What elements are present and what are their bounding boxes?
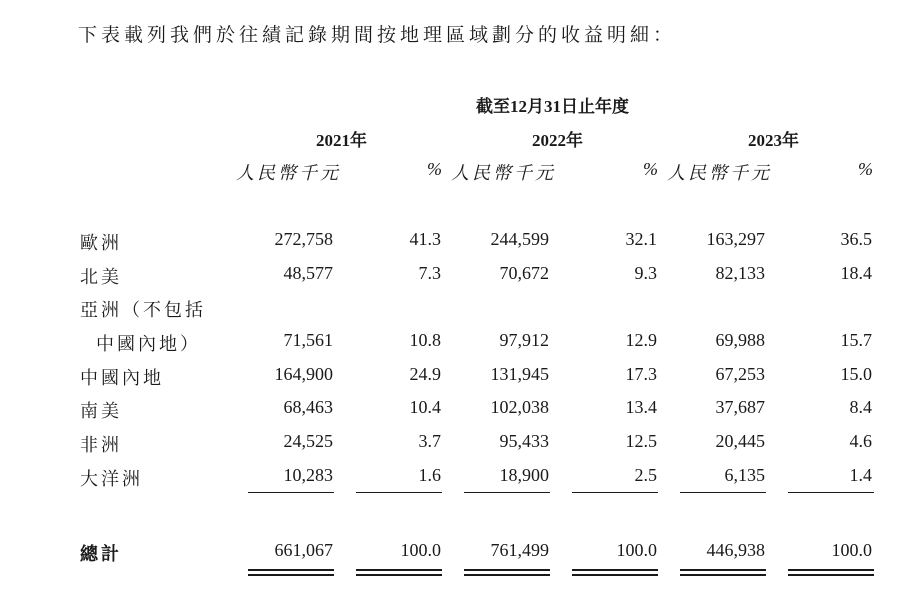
cell-north-america-2021-pct: 7.3 [418, 263, 441, 283]
pct-header-2021: % [427, 159, 442, 179]
row-label-total: 總計 [80, 544, 122, 564]
cell-africa-2022-amount: 95,433 [499, 431, 549, 451]
cell-oceania-2021-pct: 1.6 [418, 465, 441, 485]
row-label-asia-line2: 中國內地） [96, 334, 201, 354]
cell-europe-2022-pct: 32.1 [625, 229, 657, 249]
unit-header-2021: 人民幣千元 [236, 163, 341, 183]
row-label-africa: 非洲 [80, 435, 122, 455]
total-double-rule [680, 569, 766, 576]
cell-mainland-china-2023-amount: 67,253 [715, 364, 765, 384]
intro-text: 下表載列我們於往績記錄期間按地理區域劃分的收益明細： [78, 25, 677, 46]
cell-mainland-china-2021-amount: 164,900 [274, 364, 333, 384]
cell-north-america-2022-pct: 9.3 [634, 263, 657, 283]
period-header: 截至12月31日止年度 [476, 97, 629, 116]
cell-oceania-2023-pct: 1.4 [849, 465, 872, 485]
pct-header-2022: % [643, 159, 658, 179]
cell-total-2021-pct: 100.0 [400, 540, 441, 560]
cell-africa-2023-amount: 20,445 [715, 431, 765, 451]
cell-north-america-2022-amount: 70,672 [499, 263, 549, 283]
cell-south-america-2023-amount: 37,687 [715, 397, 765, 417]
cell-south-america-2022-amount: 102,038 [490, 397, 549, 417]
year-header-2021: 2021年 [316, 131, 367, 150]
row-label-north-america: 北美 [80, 267, 122, 287]
cell-north-america-2023-pct: 18.4 [840, 263, 872, 283]
cell-north-america-2021-amount: 48,577 [283, 263, 333, 283]
cell-total-2023-pct: 100.0 [831, 540, 872, 560]
cell-europe-2023-amount: 163,297 [706, 229, 765, 249]
cell-south-america-2021-amount: 68,463 [283, 397, 333, 417]
cell-total-2023-amount: 446,938 [706, 540, 765, 560]
cell-europe-2023-pct: 36.5 [840, 229, 872, 249]
cell-oceania-2023-amount: 6,135 [724, 465, 765, 485]
cell-mainland-china-2022-amount: 131,945 [490, 364, 549, 384]
cell-africa-2022-pct: 12.5 [625, 431, 657, 451]
cell-europe-2021-amount: 272,758 [274, 229, 333, 249]
cell-mainland-china-2021-pct: 24.9 [409, 364, 441, 384]
subtotal-rule [356, 492, 442, 493]
cell-asia-2021-amount: 71,561 [283, 330, 333, 350]
cell-asia-2023-pct: 15.7 [840, 330, 872, 350]
cell-south-america-2021-pct: 10.4 [409, 397, 441, 417]
cell-europe-2022-amount: 244,599 [490, 229, 549, 249]
row-label-asia-line1: 亞洲（不包括 [80, 300, 206, 320]
cell-total-2022-pct: 100.0 [616, 540, 657, 560]
subtotal-rule [680, 492, 766, 493]
cell-oceania-2021-amount: 10,283 [283, 465, 333, 485]
cell-mainland-china-2022-pct: 17.3 [625, 364, 657, 384]
cell-total-2022-amount: 761,499 [490, 540, 549, 560]
cell-mainland-china-2023-pct: 15.0 [840, 364, 872, 384]
total-double-rule [572, 569, 658, 576]
cell-africa-2021-pct: 3.7 [418, 431, 441, 451]
year-header-2023: 2023年 [748, 131, 799, 150]
total-double-rule [248, 569, 334, 576]
cell-europe-2021-pct: 41.3 [409, 229, 441, 249]
cell-africa-2021-amount: 24,525 [283, 431, 333, 451]
unit-header-2023: 人民幣千元 [667, 163, 772, 183]
unit-header-2022: 人民幣千元 [451, 163, 556, 183]
subtotal-rule [464, 492, 550, 493]
cell-south-america-2023-pct: 8.4 [849, 397, 872, 417]
row-label-europe: 歐洲 [80, 233, 122, 253]
total-double-rule [788, 569, 874, 576]
cell-asia-2023-amount: 69,988 [715, 330, 765, 350]
cell-south-america-2022-pct: 13.4 [625, 397, 657, 417]
row-label-oceania: 大洋洲 [80, 469, 143, 489]
cell-oceania-2022-pct: 2.5 [634, 465, 657, 485]
row-label-mainland-china: 中國內地 [80, 368, 164, 388]
cell-north-america-2023-amount: 82,133 [715, 263, 765, 283]
cell-total-2021-amount: 661,067 [274, 540, 333, 560]
subtotal-rule [248, 492, 334, 493]
total-double-rule [356, 569, 442, 576]
subtotal-rule [788, 492, 874, 493]
subtotal-rule [572, 492, 658, 493]
total-double-rule [464, 569, 550, 576]
cell-asia-2022-pct: 12.9 [625, 330, 657, 350]
cell-asia-2021-pct: 10.8 [409, 330, 441, 350]
year-header-2022: 2022年 [532, 131, 583, 150]
row-label-south-america: 南美 [80, 401, 122, 421]
cell-africa-2023-pct: 4.6 [849, 431, 872, 451]
cell-asia-2022-amount: 97,912 [499, 330, 549, 350]
pct-header-2023: % [858, 159, 873, 179]
cell-oceania-2022-amount: 18,900 [499, 465, 549, 485]
